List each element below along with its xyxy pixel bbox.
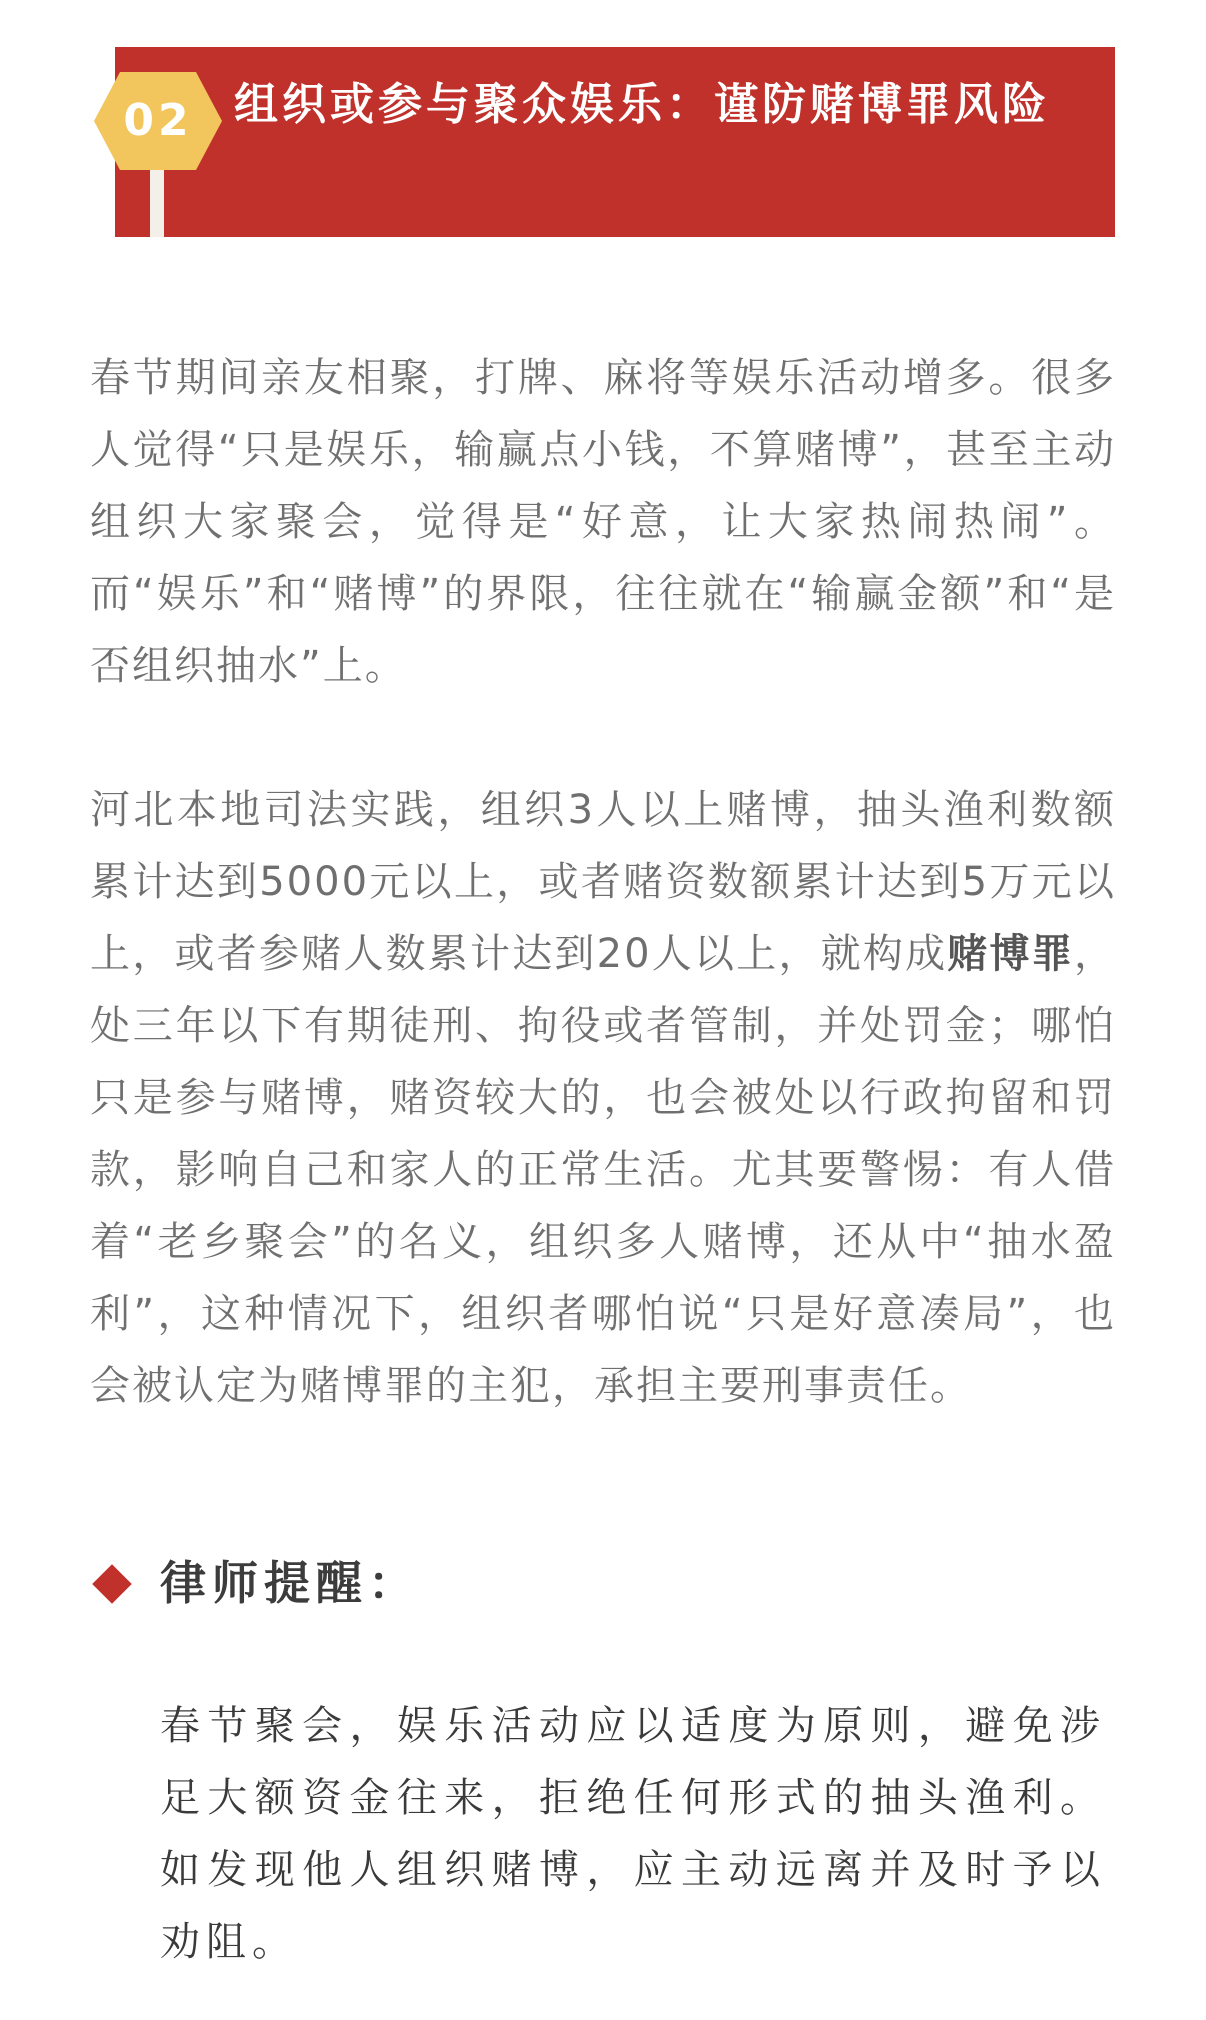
- paragraph-law-text-after: ，处三年以下有期徒刑、拘役或者管制，并处罚金；哪怕只是参与赌博，赌资较大的，也会被处以行政拘留和罚款，影响自己和家人的正常生活。尤其要警惕：有人借着“老乡聚会”的名义，组织多人赌博，还从中“抽水盈利”，这种情况下，组织者哪怕说“只是好意凑局”，也会被认定为赌博罪的主犯，承担主要刑事责任。: [90, 931, 1116, 1409]
- section-number-badge: [92, 70, 224, 172]
- paragraph-law: [90, 774, 1116, 1422]
- crime-term: 赌博罪: [947, 931, 1074, 977]
- lawyer-tip-title: 律师提醒：: [160, 1556, 420, 1610]
- section-title: 组织或参与聚众娱乐：谨防赌博罪风险: [234, 79, 1050, 130]
- diamond-icon: [92, 1564, 132, 1604]
- paragraph-law-text-before: 河北本地司法实践，组织3人以上赌博，抽头渔利数额累计达到5000元以上，或者赌资数额累计达到5万元以上，或者参赌人数累计达到20人以上，就构成: [90, 787, 1116, 977]
- paragraph-intro: 春节期间亲友相聚，打牌、麻将等娱乐活动增多。很多人觉得“只是娱乐，输赢点小钱，不算赌博”，甚至主动组织大家聚会，觉得是“好意，让大家热闹热闹”。而“娱乐”和“赌博”的界限，往往就在“输赢金额”和“是否组织抽水”上。: [90, 355, 1116, 689]
- lawyer-tip-body: 春节聚会，娱乐活动应以适度为原则，避免涉足大额资金往来，拒绝任何形式的抽头渔利。如发现他人组织赌博，应主动远离并及时予以劝阻。: [160, 1703, 1106, 1965]
- section-number: 02: [123, 95, 193, 146]
